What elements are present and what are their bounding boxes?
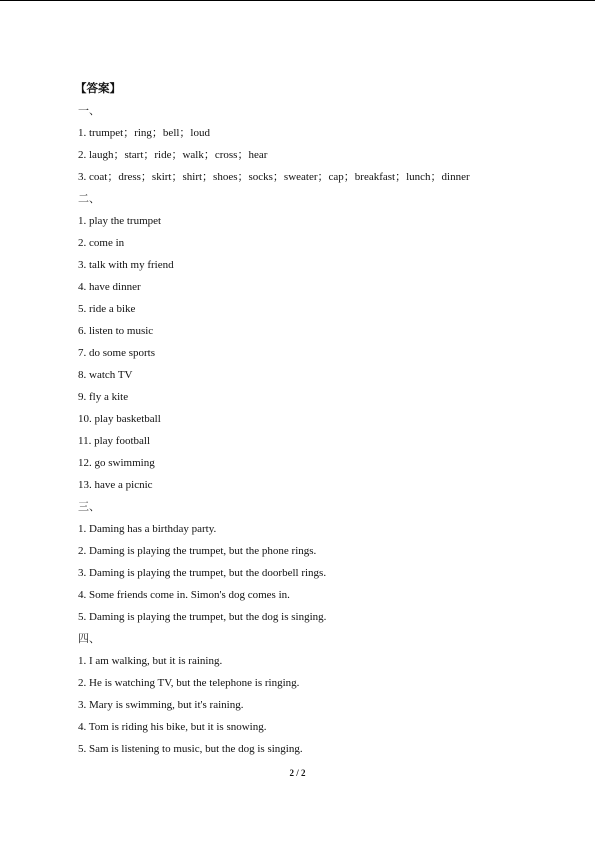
answer-line: 1. trumpet；ring；bell；loud	[78, 127, 210, 139]
section-label: 四、	[78, 633, 100, 645]
answer-line: 3. Mary is swimming, but it's raining.	[78, 699, 244, 711]
answer-line: 3. coat；dress；skirt；shirt；shoes；socks；sweater；cap；breakfast；lunch；dinner	[78, 171, 470, 183]
answer-line: 4. Tom is riding his bike, but it is snowing.	[78, 721, 267, 733]
answer-line: 10. play basketball	[78, 413, 161, 425]
answer-line: 6. listen to music	[78, 325, 154, 337]
answer-line: 1. I am walking, but it is raining.	[78, 655, 223, 667]
answer-line: 2. Daming is playing the trumpet, but the phone rings.	[78, 545, 317, 557]
section-label: 二、	[78, 193, 100, 205]
page-number: 2 / 2	[289, 768, 306, 778]
answer-line: 4. Some friends come in. Simon's dog comes in.	[78, 589, 290, 601]
answer-line: 4. have dinner	[78, 281, 141, 293]
answer-line: 5. Daming is playing the trumpet, but the dog is singing.	[78, 611, 327, 623]
answer-content	[75, 78, 558, 760]
answer-line: 1. play the trumpet	[78, 215, 162, 227]
answer-line: 7. do some sports	[78, 347, 155, 359]
answer-line: 3. Daming is playing the trumpet, but the doorbell rings.	[78, 567, 327, 579]
top-border-line	[0, 0, 595, 1]
answer-line: 11. play football	[78, 435, 150, 447]
answer-line: 8. watch TV	[78, 369, 133, 381]
answer-line: 1. Daming has a birthday party.	[78, 523, 217, 535]
section-3	[78, 496, 558, 628]
answer-line: 2. laugh；start；ride；walk；cross；hear	[78, 149, 268, 161]
answer-line: 2. He is watching TV, but the telephone is ringing.	[78, 677, 300, 689]
section-label: 三、	[78, 501, 100, 513]
answer-line: 5. Sam is listening to music, but the dog is singing.	[78, 743, 303, 755]
answer-line: 12. go swimming	[78, 457, 155, 469]
section-2	[78, 188, 558, 496]
answer-line: 5. ride a bike	[78, 303, 136, 315]
section-label: 一、	[78, 105, 100, 117]
answer-line: 13. have a picnic	[78, 479, 153, 491]
answer-heading: 【答案】	[75, 83, 121, 95]
answer-line: 2. come in	[78, 237, 125, 249]
answer-line: 9. fly a kite	[78, 391, 129, 403]
section-1	[78, 100, 558, 188]
section-4	[78, 628, 558, 760]
answer-line: 3. talk with my friend	[78, 259, 174, 271]
